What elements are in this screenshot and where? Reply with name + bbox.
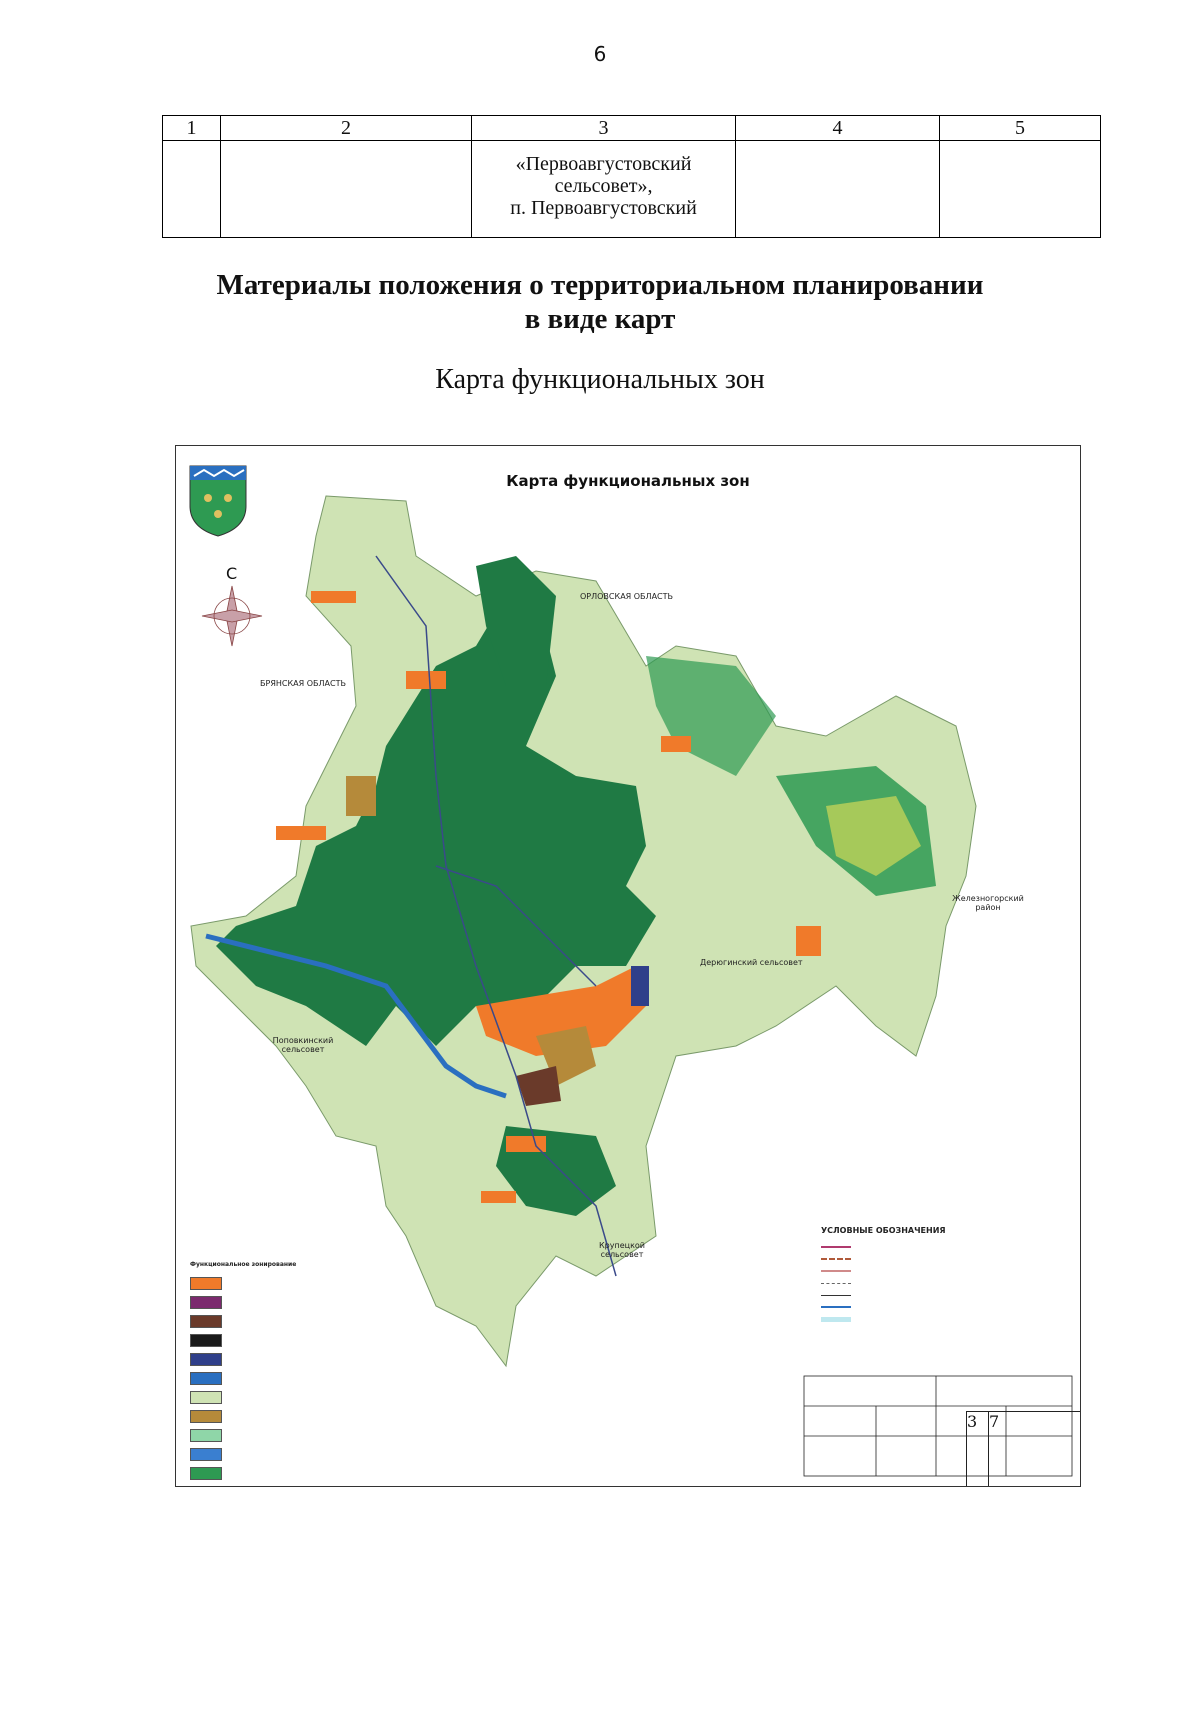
transport-zone <box>631 966 649 1006</box>
conventions-line <box>821 1265 1021 1277</box>
settlement <box>481 1191 516 1203</box>
conventions-line <box>821 1277 1021 1289</box>
table-cell <box>736 141 940 238</box>
functional-zones-map <box>175 445 1081 1487</box>
legend-swatch <box>190 1296 222 1309</box>
sheet-count: 7 <box>988 1411 1081 1487</box>
settlement <box>311 591 356 603</box>
legend-item <box>190 1350 400 1369</box>
legend-title: Функциональное зонирование <box>190 1261 297 1268</box>
map-caption: Карта функциональных зон <box>435 364 765 395</box>
legend-swatch <box>190 1448 222 1461</box>
document-title-line-2: в виде карт <box>524 303 676 335</box>
map-title: Карта функциональных зон <box>506 472 750 490</box>
label-orel-region: ОРЛОВСКАЯ ОБЛАСТЬ <box>580 592 673 601</box>
legend-rows <box>190 1274 400 1487</box>
legend-item <box>190 1369 400 1388</box>
legend-swatch <box>190 1467 222 1480</box>
conventions-title: УСЛОВНЫЕ ОБОЗНАЧЕНИЯ <box>821 1226 946 1235</box>
page-number: 6 <box>593 42 607 66</box>
settlement <box>661 736 691 752</box>
agricultural-zone <box>346 776 376 816</box>
label-bryansk-region: БРЯНСКАЯ ОБЛАСТЬ <box>260 679 346 688</box>
conventions-line <box>821 1313 1021 1325</box>
table-header-cell: 3 <box>471 116 735 141</box>
settlement <box>406 671 446 689</box>
conventions-line <box>821 1301 1021 1313</box>
compass-north-letter: С <box>226 564 238 583</box>
legend-item <box>190 1426 400 1445</box>
table-cell <box>939 141 1100 238</box>
legend-item <box>190 1274 400 1293</box>
map-legend <box>190 1261 400 1487</box>
legend-swatch <box>190 1353 222 1366</box>
sheet-number: 3 <box>966 1411 1081 1487</box>
legend-swatch <box>190 1372 222 1385</box>
table-cell <box>221 141 472 238</box>
conventions-line <box>821 1289 1021 1301</box>
legend-swatch <box>190 1486 222 1487</box>
table-cell: «Первоавгустовский сельсовет», п. Первоавгустовский <box>471 141 735 238</box>
label-popovkino: Поповкинский сельсовет <box>272 1036 334 1054</box>
document-title <box>0 268 1200 336</box>
legend-item <box>190 1293 400 1312</box>
settlement <box>276 826 326 840</box>
legend-item <box>190 1464 400 1483</box>
legend-swatch <box>190 1391 222 1404</box>
legend-item <box>190 1445 400 1464</box>
document-title-line-1: Материалы положения о территориальном планировании <box>216 269 984 301</box>
legend-swatch <box>190 1334 222 1347</box>
legend-item <box>190 1388 400 1407</box>
legend-item <box>190 1331 400 1350</box>
legend-swatch <box>190 1429 222 1442</box>
conventions-legend <box>821 1226 1021 1325</box>
legend-item <box>190 1407 400 1426</box>
conventions-line <box>821 1241 1021 1253</box>
header-table <box>162 115 1101 238</box>
compass-rose <box>202 586 262 646</box>
legend-swatch <box>190 1277 222 1290</box>
table-header-cell: 2 <box>221 116 472 141</box>
label-krupets: Крупецкой сельсовет <box>598 1241 645 1259</box>
table-header-cell: 5 <box>939 116 1100 141</box>
label-zheleznogorsk-district: Железногорский район <box>952 894 1024 912</box>
legend-item <box>190 1312 400 1331</box>
legend-item <box>190 1483 400 1487</box>
legend-swatch <box>190 1410 222 1423</box>
label-derugino: Дерюгинский сельсовет <box>700 958 803 967</box>
table-header-cell: 1 <box>163 116 221 141</box>
table-cell <box>163 141 221 238</box>
conventions-line <box>821 1253 1021 1265</box>
settlement <box>796 926 821 956</box>
table-header-cell: 4 <box>736 116 940 141</box>
legend-swatch <box>190 1315 222 1328</box>
